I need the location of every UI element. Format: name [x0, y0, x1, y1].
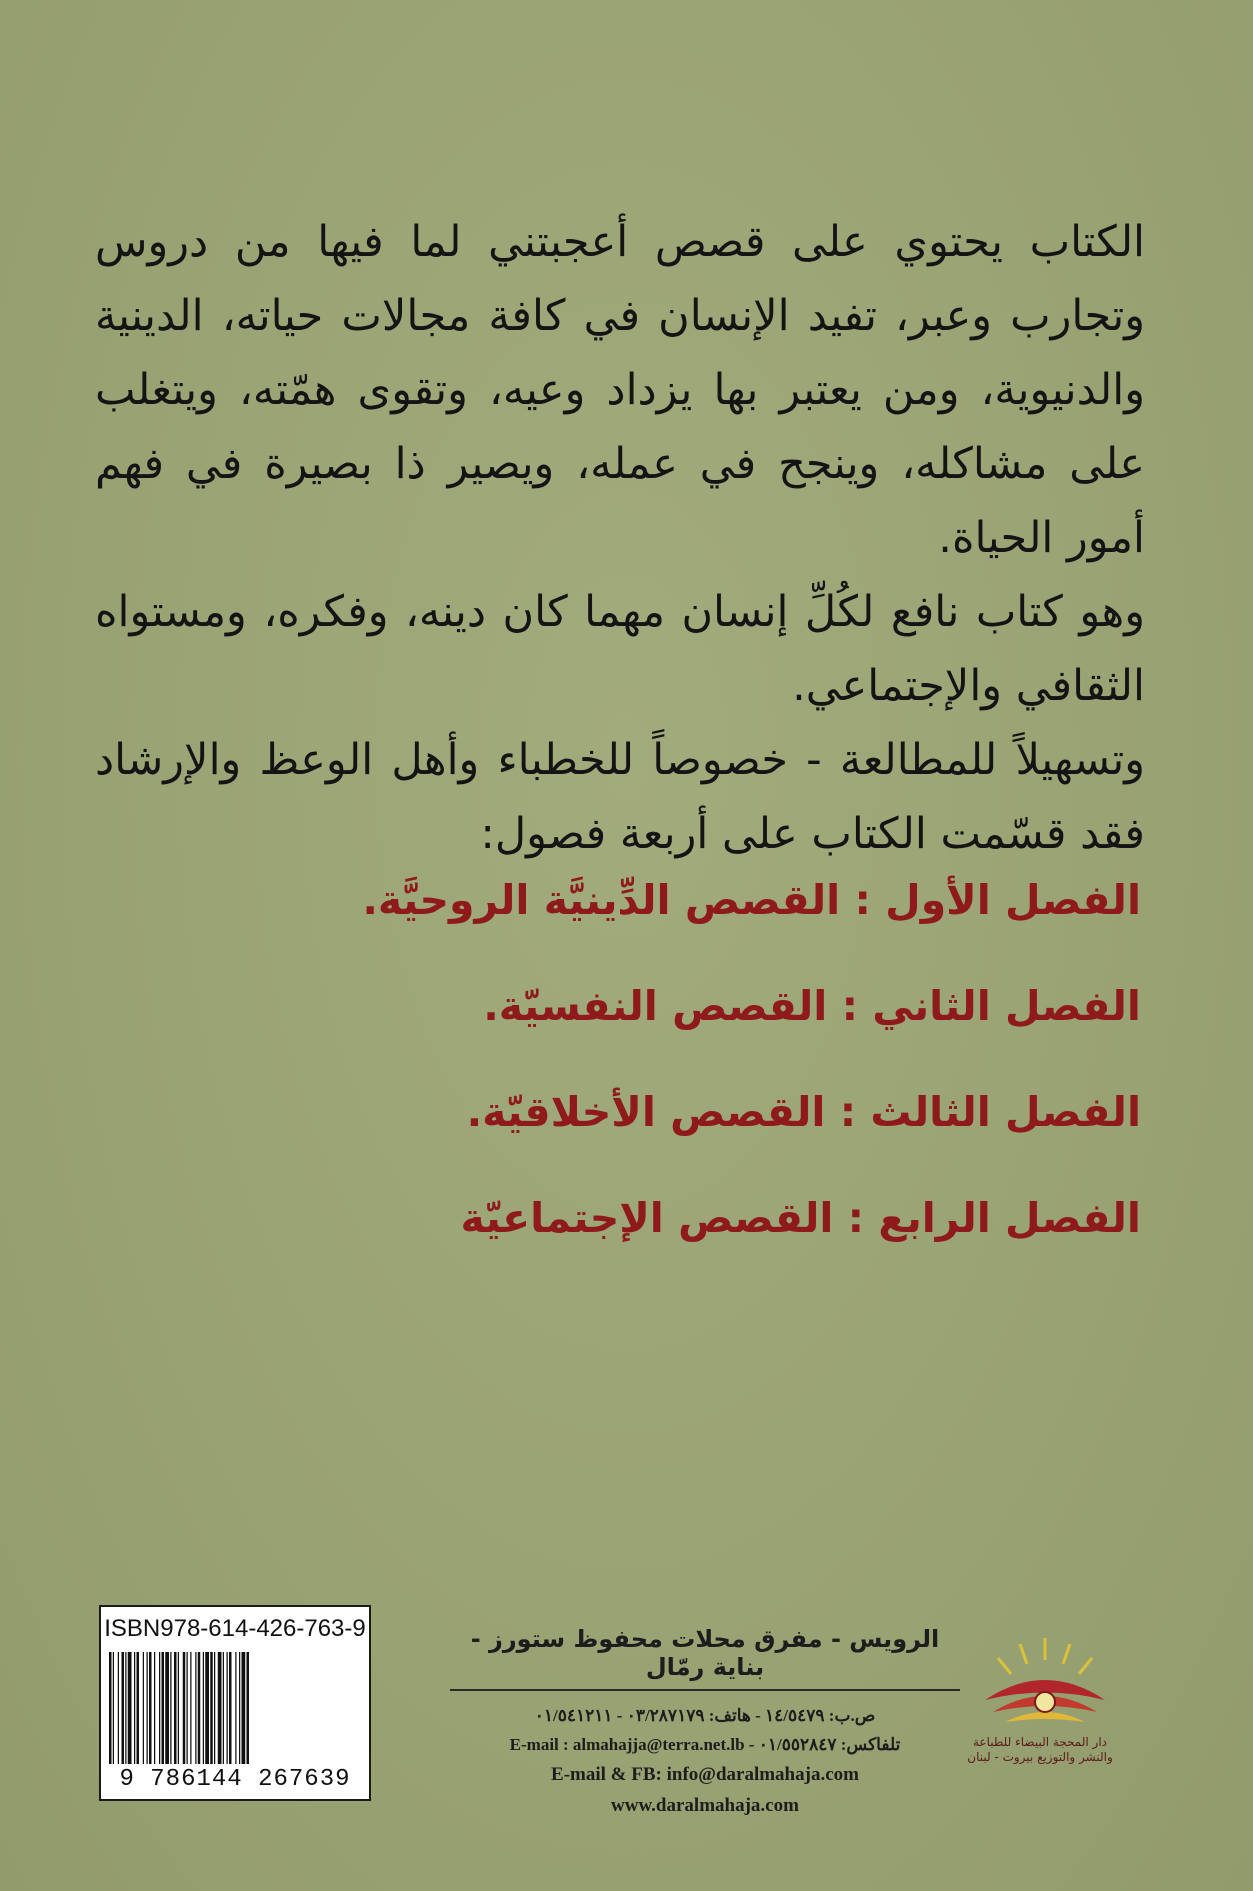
- chapter-4: الفصل الرابع : القصص الإجتماعيّة: [460, 1194, 1141, 1242]
- publisher-website: www.daralmahaja.com: [611, 1795, 799, 1816]
- chapter-list: [241, 865, 1141, 1289]
- barcode-digits: 9 786144 267639: [119, 1766, 351, 1793]
- logo-caption: دار المحجة البيضاء للطباعة والنشر والتوزيع بيروت - لبنان: [967, 1735, 1113, 1764]
- chapter-2: الفصل الثاني : القصص النفسيّة.: [483, 982, 1141, 1030]
- divider: [450, 1689, 960, 1691]
- publisher-info: [450, 1625, 960, 1821]
- chapter-1: الفصل الأول : القصص الدِّينيَّة الروحيَّة.: [362, 876, 1141, 924]
- publisher-email: E-mail & FB: info@daralmahaja.com: [551, 1764, 859, 1785]
- publisher-phone: ص.ب: ١٤/٥٤٧٩ - هاتف: ٠٣/٢٨٧١٧٩ - ٠١/٥٤١٢١١: [534, 1706, 876, 1725]
- chapter-3: الفصل الثالث : القصص الأخلاقيّة.: [466, 1088, 1141, 1136]
- isbn-label: ISBN978-614-426-763-9: [104, 1615, 366, 1642]
- isbn-barcode: [99, 1605, 371, 1801]
- blurb-text: [95, 205, 1145, 871]
- barcode-bars: [107, 1652, 365, 1764]
- blurb-paragraph-2: وهو كتاب نافع لكُلِّ إنسان مهما كان دينه، وفكره، ومستواه الثقافي والإجتماعي.: [95, 587, 1145, 711]
- blurb-paragraph-1: الكتاب يحتوي على قصص أعجبتني لما فيها من دروس وتجارب وعبر، تفيد الإنسان في كافة مجالات حياته، الدينية والدنيوية، ومن يعتبر بها يزداد وعيه، وتقوى همّته، ويتغلب على مشاكله، وينجح في عمله، ويصير ذا بصيرة في فهم أمور الحياة.: [95, 217, 1145, 563]
- publisher-address: الرويس - مفرق محلات محفوظ ستورز - بناية رمّال: [470, 1625, 940, 1681]
- blurb-paragraph-3: وتسهيلاً للمطالعة - خصوصاً للخطباء وأهل الوعظ والإرشاد فقد قسّمت الكتاب على أربعة فصول:: [95, 735, 1145, 859]
- publisher-fax: تلفاكس: ٠١/٥٥٢٨٤٧ - E-mail : almahajja@terra.net.lb: [509, 1735, 901, 1754]
